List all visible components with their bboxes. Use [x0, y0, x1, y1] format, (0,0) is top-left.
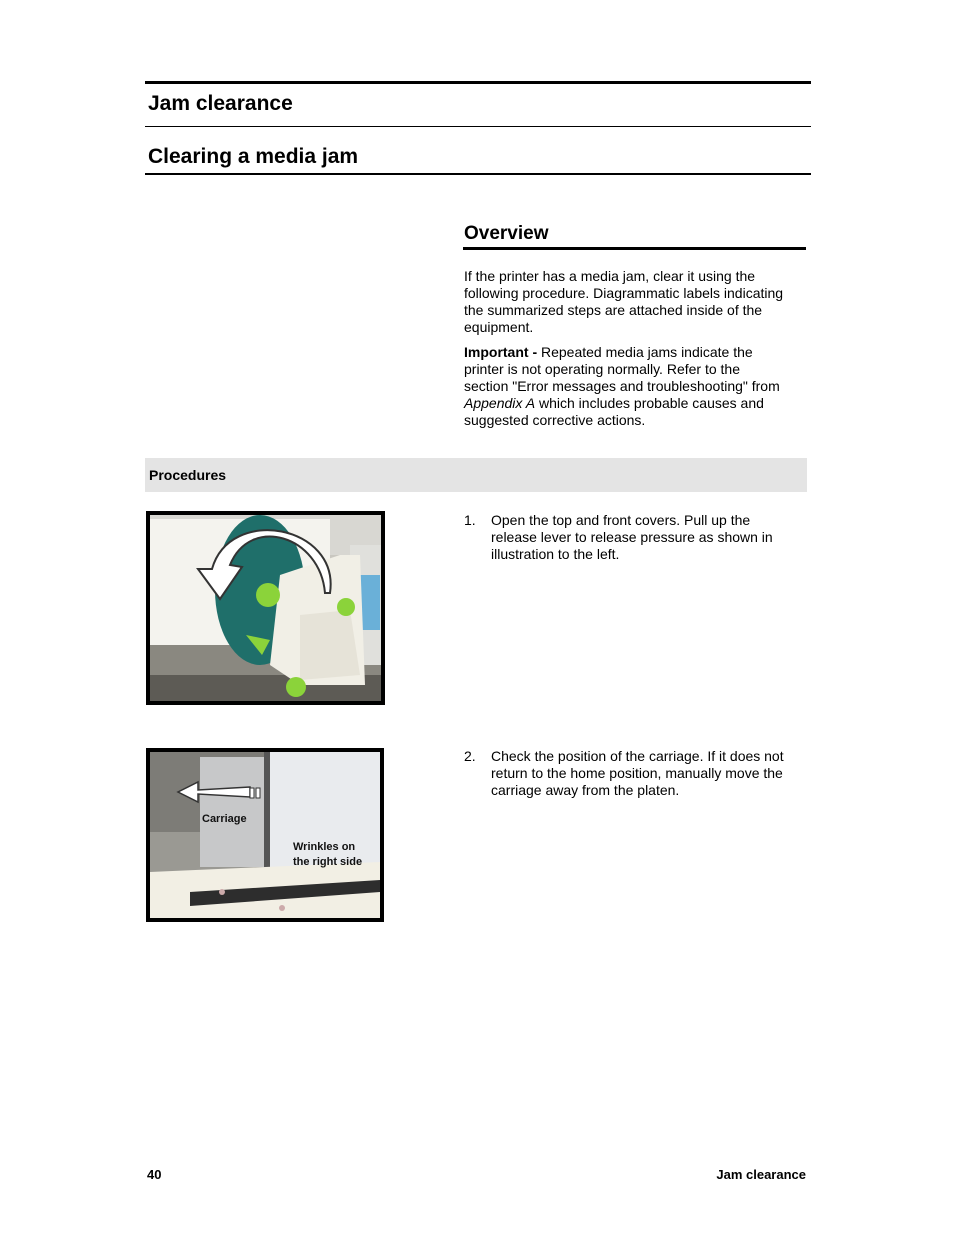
overview-line: equipment.: [464, 319, 534, 335]
overview-line: the summarized steps are attached inside of the: [464, 302, 763, 318]
title-bottom-rule: [145, 173, 811, 175]
page-number: 40: [147, 1167, 162, 1182]
wrinkles-label: [293, 840, 362, 870]
important-text: Repeated media jams indicate the: [537, 344, 753, 360]
important-line: section "Error messages and troubleshooting" from: [464, 378, 780, 394]
step-2-number: 2.: [464, 748, 476, 764]
step-2-text: [491, 748, 784, 799]
page-title-jam-clearance: Jam clearance: [148, 92, 293, 115]
important-line: [464, 395, 809, 412]
overview-heading: Overview: [464, 223, 549, 244]
footer-section: Jam clearance: [716, 1167, 806, 1182]
overview-rule: [463, 247, 806, 250]
step-2-line: Check the position of the carriage. If it does not: [491, 748, 784, 764]
title-divider: [145, 126, 811, 127]
step-1-text: [491, 512, 773, 563]
important-line: printer is not operating normally. Refer to the: [464, 361, 740, 377]
appendix-rest: which includes probable causes and: [535, 395, 764, 411]
overview-line: If the printer has a media jam, clear it using the: [464, 268, 756, 284]
important-paragraph: [464, 344, 809, 429]
procedures-bar: [145, 458, 807, 492]
appendix-reference: Appendix A: [464, 395, 536, 411]
important-line: [464, 344, 809, 361]
release-lever-photo: [146, 511, 385, 705]
important-label: Important -: [464, 344, 538, 360]
step-1-line: release lever to release pressure as shown in: [491, 529, 773, 545]
top-rule: [145, 81, 811, 84]
step-1-line: Open the top and front covers. Pull up the: [491, 512, 751, 528]
carriage-photo: [146, 748, 384, 922]
step-2-line: return to the home position, manually move the: [491, 765, 783, 781]
carriage-illustration: [150, 752, 380, 918]
overview-paragraph: [464, 268, 809, 336]
carriage-label: Carriage: [202, 813, 247, 825]
procedures-label: Procedures: [149, 467, 227, 483]
overview-line: following procedure. Diagrammatic labels indicating: [464, 285, 784, 301]
wrinkles-line: Wrinkles on: [293, 841, 356, 853]
step-1-number: 1.: [464, 512, 476, 528]
page-title-clearing-media-jam: Clearing a media jam: [148, 145, 359, 168]
release-lever-illustration: [150, 515, 381, 701]
wrinkles-line: the right side: [293, 856, 363, 868]
step-2-line: carriage away from the platen.: [491, 782, 680, 798]
step-1-line: illustration to the left.: [491, 546, 620, 562]
important-line: suggested corrective actions.: [464, 412, 646, 428]
